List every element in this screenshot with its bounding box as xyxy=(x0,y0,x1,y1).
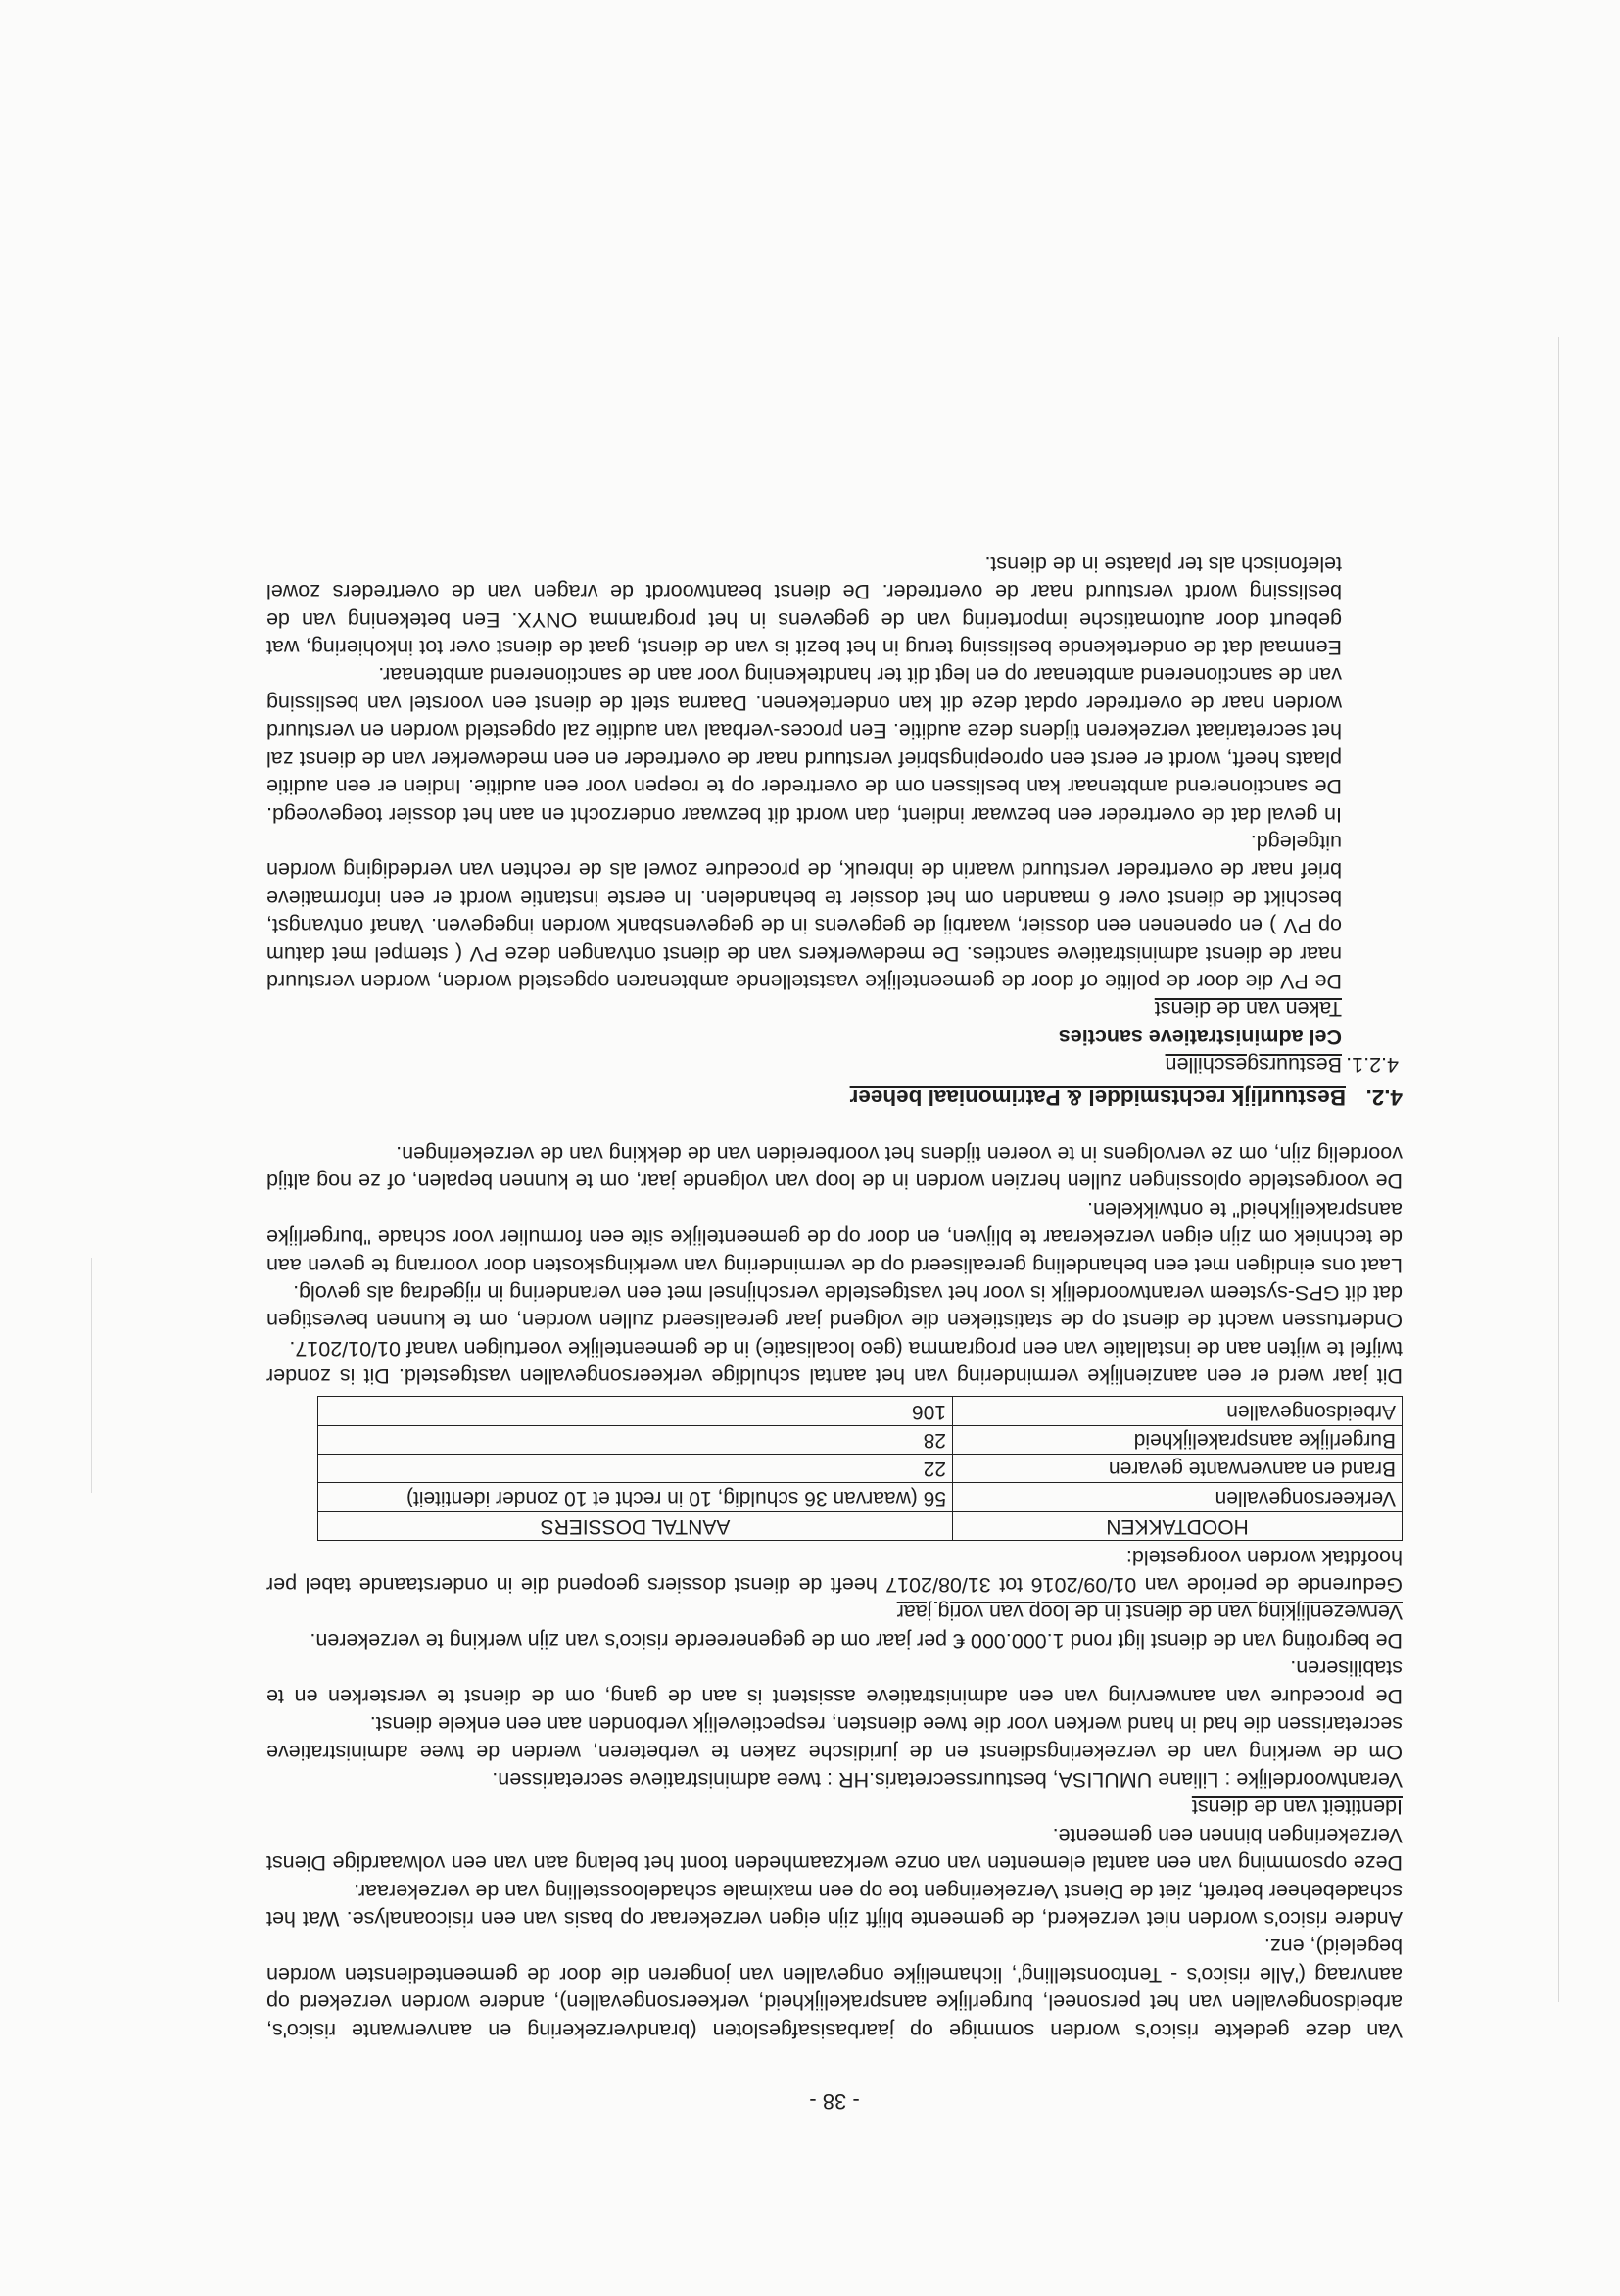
table-cell-count: 28 xyxy=(318,1425,953,1454)
table-cell-branch: Burgerlijke aansprakelijkheid xyxy=(953,1425,1403,1454)
dossier-table xyxy=(317,1396,1403,1541)
paragraph-statistics: Ondertussen wacht de dienst op de statistieken die volgend jaar gerealiseerd zullen worden, om te kunnen bevestigen dat dit GPS-systeem verantwoordelijk is voor het vastgestelde verschijnsel met een verandering in rijgedrag als gevolg. xyxy=(266,1281,1403,1333)
scan-edge-line xyxy=(91,1258,92,1493)
paragraph-responsible: Verantwoordelijke : Liliane UMULISA, bestuurssecretaris.HR : twee administratieve secretarissen. xyxy=(492,1767,1403,1792)
table-row xyxy=(318,1397,1403,1425)
paragraph-solutions: De voorgestelde oplossingen zullen herzien worden in de loop van volgende jaar, om te kunnen bepalen, of ze nog altijd voordelig zijn, om ze vervolgens in te voeren tijdens het voorbereiden van de dekking van de verzekeringen. xyxy=(266,1142,1403,1194)
subsection-heading xyxy=(266,1051,1399,1078)
table-row xyxy=(318,1455,1403,1483)
table-header-cell: HOODTAKKEN xyxy=(953,1511,1403,1540)
paragraph-workings: Om de werking van de verzekeringsdienst en de juridische zaken te verbeteren, werden de twee administratieve secretarissen die had in hand werken voor die twee diensten, respectievelijk verbonden aan een enkele dienst. xyxy=(266,1712,1403,1764)
paragraph-other-risks: Andere risico's worden niet verzekerd, de gemeente blijft zijn eigen verzekeraar op basis van een risicoanalyse. Wat het schadebeheer betreft, ziet de Dienst Verzekeringen toe op een maximale schadeloosstelling van de verzekeraar. xyxy=(266,1879,1403,1931)
paragraph-period: Gedurende de periode van 01/09/2016 tot 31/08/2017 heeft de dienst dossiers geopend die in onderstaande tabel per hoofdtak worden voorgesteld: xyxy=(266,1545,1403,1598)
heading-achievements: Verwezenlijking van de dienst in de loop van vorig jaar xyxy=(896,1601,1403,1625)
section-title: Bestuurlijk rechtsmiddel & Patrimoniaal beheer xyxy=(849,1084,1346,1110)
cell-title: Cel administratieve sancties xyxy=(1058,1025,1342,1049)
section-heading-4-2 xyxy=(266,1082,1403,1110)
paragraph-summary: Deze opsomming van een aantal elementen van onze werkzaamheden toont het belang aan van een volwaardige Dienst Verzekeringen binnen een gemeente. xyxy=(266,1823,1403,1876)
paragraph-insured-risks: Van deze gedekte risico's worden sommige op jaarbasisafgesloten (brandverzekering en aanverwante risico's, arbeidsongevallen van het personeel, burgerlijke aansprakelijkheid, verkeersongevallen), andere worden verzekerd op aanvraag ('Alle risico's - Tentoonstelling', lichamelijke ongevallen van jongeren die door de gemeentediensten worden begeleid), enz. xyxy=(266,1935,1403,2042)
heading-identity: Identiteit van de dienst xyxy=(1191,1795,1403,1820)
subsection-number: 4.2.1. xyxy=(1346,1053,1399,1077)
tasks-body xyxy=(266,550,1342,995)
section-number: 4.2. xyxy=(1365,1084,1403,1110)
subsection-title: Bestuursgeschillen xyxy=(1165,1053,1342,1077)
table-cell-branch: Verkeersongevallen xyxy=(953,1483,1403,1511)
paragraph-tasks-2: In geval dat de overtreder een bezwaar indient, dan wordt dit bezwaar onderzocht en aan het dossier toegevoegd. De sanctionerend ambtenaar kan beslissen om de overtreder op te roepen voor een auditie. Indien er een auditie plaats heeft, wordt er eerst een oproepingsbrief verstuurd naar de overtreder en een medewerker van de dienst zal het secretariaat verzekeren tijdens deze auditie. Een proces-verbaal van auditie zal opgesteld worden en verstuurd worden naar de overtreder opdat deze dit kan ondertekenen. Daarna stelt de dienst een voorstel van beslissing van de sanctionerend ambtenaar op en legt dit ter handtekening voor aan de sanctionerend ambtenaar. xyxy=(266,663,1342,827)
table-row xyxy=(318,1483,1403,1511)
paragraph-priority: Laat ons eindigen met een behandeling gerealiseerd op de vermindering van werkingskosten door voorrang te geven aan de techniek om zijn eigen verzekeraar te blijven, en door op de gemeentelijke site een formulier voor schade "burgerlijke aansprakelijkheid" te ontwikkelen. xyxy=(266,1197,1403,1277)
table-cell-count: 56 (waarvan 36 schuldig, 10 in recht et 10 zonder identiteit) xyxy=(318,1483,953,1511)
table-header-cell: AANTAL DOSSIERS xyxy=(318,1511,953,1540)
tasks-heading: Taken van de dienst xyxy=(1154,997,1342,1022)
table-header-row xyxy=(318,1511,1403,1540)
paragraph-budget: De begroting van de dienst ligt rond 1.000.000 € per jaar om de gegenereerde risico's van zijn werking te verzekeren. xyxy=(310,1628,1403,1652)
paragraph-tasks-1: De PV die door de politie of door de gemeentelijke vaststellende ambtenaren opgesteld worden, worden verstuurd naar de dienst administratieve sancties. De medewerkers van de dienst ontvangen deze PV ( stempel met datum op PV ) en openenen een dossier, waarbij de gegevens in de gegevensbank worden ingegeven. Vanaf ontvangst, beschikt de dienst over 6 maanden om het dossier te behandelen. In eerste instantie wordt er een informatieve brief naar de overtreder verstuurd waarin de inbreuk, de procedure zowel als de rechten van verdediging worden uitgelegd. xyxy=(266,830,1342,993)
table-cell-branch: Brand en aanverwante gevaren xyxy=(953,1455,1403,1483)
paragraph-procedure: De procedure van aanwerving van een administratieve assistent is aan de gang, om de dienst te versterken en te stabiliseren. xyxy=(266,1656,1403,1708)
paragraph-tasks-3: Eenmaal dat de ondertekende beslissing terug in het bezit is van de dienst, gaat de dienst over tot inkohiering, wat gebeurt door automatische importering van de gegevens in het programma ONYX. Een betekening van de beslissing wordt verstuurd naar de overtreder. De dienst beantwoordt de vragen van de overtreders zowel telefonisch als ter plaatse in de dienst. xyxy=(266,551,1342,660)
page-content xyxy=(266,550,1403,2115)
page-number: - 38 - xyxy=(809,2089,860,2114)
table-row xyxy=(318,1425,1403,1454)
table-cell-count: 22 xyxy=(318,1455,953,1483)
table-cell-branch: Arbeidsongevallen xyxy=(953,1397,1403,1425)
scan-edge-line xyxy=(1558,337,1559,2002)
paragraph-decrease: Dit jaar werd er een aanzienlijke vermindering van het aantal schuldige verkeersongevallen vastgesteld. Dit is zonder twijfel te wijten aan de installatie van een programma (geo localisatie) in de gemeentelijke voertuigen vanaf 01/01/2017. xyxy=(266,1336,1403,1389)
table-cell-count: 106 xyxy=(318,1397,953,1425)
